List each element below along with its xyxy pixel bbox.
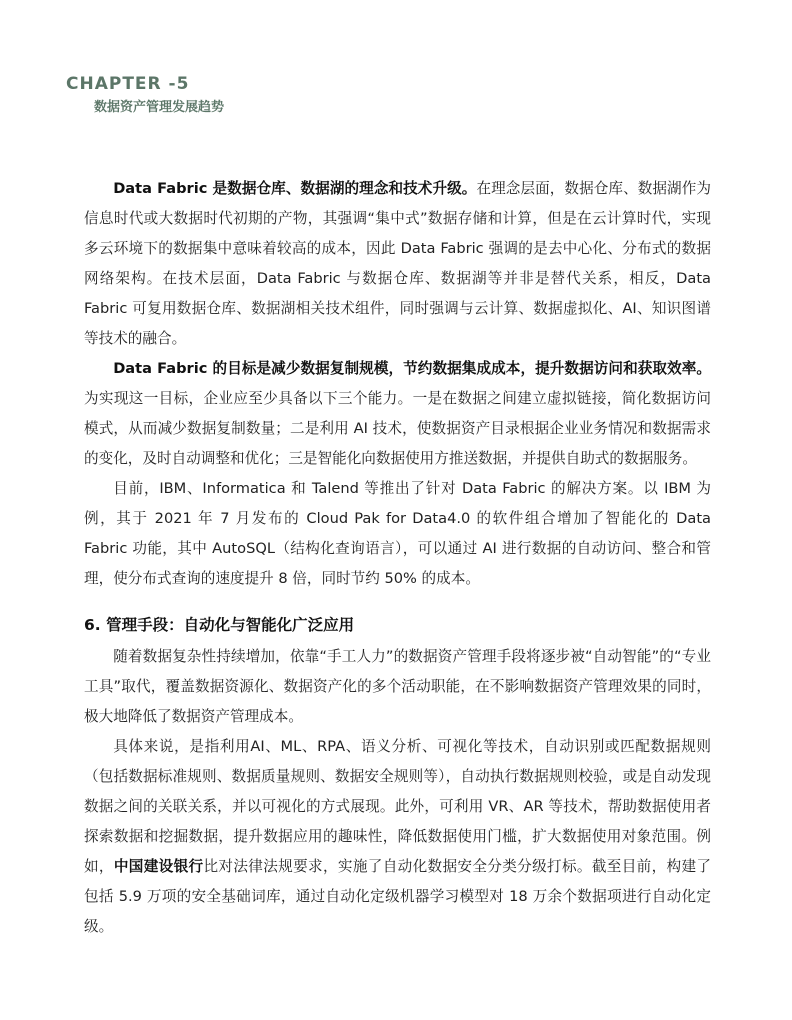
chapter-label: CHAPTER -5 — [66, 74, 190, 94]
paragraph-text: 比对法律法规要求，实施了自动化数据安全分类分级打标。截至目前，构建了包括 5.9 万项的安全基础词库，通过自动化定级机器学习模型对 18 万余个数据项进行自动化定级。 — [84, 858, 711, 935]
section-heading: 6. 管理手段：自动化与智能化广泛应用 — [84, 616, 355, 634]
paragraph-text: 为实现这一目标，企业应至少具备以下三个能力。一是在数据之间建立虚拟链接，简化数据访问模式，从而减少数据复制数量；二是利用 AI 技术，使数据资产目录根据企业业务情况和数据需求的变化，及时自动调整和优化；三是智能化向数据使用方推送数据，并提供自助式的数据服务。 — [84, 390, 711, 467]
paragraph — [84, 474, 711, 594]
bank-name: 中国建设银行 — [113, 858, 204, 875]
paragraph — [84, 354, 711, 474]
paragraph-text: 具体来说，是指利用AI、ML、RPA、语义分析、可视化等技术，自动识别或匹配数据规则（包括数据标准规则、数据质量规则、数据安全规则等），自动执行数据规则校验，或是自动发现数据之间的关联关系，并以可视化的方式展现。此外，可利用 VR、AR 等技术，帮助数据使用者探索数据和挖掘数据，提升数据应用的趣味性，降低数据使用门槛，扩大数据使用对象范围。例如， — [84, 738, 711, 875]
paragraph-text: 在理念层面，数据仓库、数据湖作为信息时代或大数据时代初期的产物，其强调“集中式”数据存储和计算，但是在云计算时代，实现多云环境下的数据集中意味着较高的成本，因此 Data Fabric 强调的是去中心化、分布式的数据网络架构。在技术层面，Data Fabric 与数据仓库、数据湖等并非是替代关系，相反，Data Fabric 可复用数据仓库、数据湖相关技术组件，同时强调与云计算、数据虚拟化、AI、知识图谱等技术的融合。 — [84, 180, 711, 347]
paragraph-lead: Data Fabric 是数据仓库、数据湖的理念和技术升级。 — [113, 180, 477, 197]
paragraph-text: 目前，IBM、Informatica 和 Talend 等推出了针对 Data Fabric 的解决方案。以 IBM 为例，其于 2021 年 7 月发布的 Cloud Pak for Data4.0 的软件组合增加了智能化的 Data Fabric 功能，其中 AutoSQL（结构化查询语言），可以通过 AI 进行数据的自动访问、整合和管理，使分布式查询的速度提升 8 倍，同时节约 50% 的成本。 — [84, 480, 711, 587]
paragraph — [84, 732, 711, 942]
document-body — [84, 174, 711, 942]
paragraph: 随着数据复杂性持续增加，依靠“手工人力”的数据资产管理手段将逐步被“自动智能”的“专业工具”取代，覆盖数据资源化、数据资产化的多个活动职能，在不影响数据资产管理效果的同时，极大地降低了数据资产管理成本。 — [84, 648, 711, 725]
paragraph — [84, 174, 711, 354]
paragraph-lead: Data Fabric 的目标是减少数据复制规模，节约数据集成成本，提升数据访问和获取效率。 — [113, 360, 711, 377]
chapter-subtitle: 数据资产管理发展趋势 — [94, 100, 225, 115]
